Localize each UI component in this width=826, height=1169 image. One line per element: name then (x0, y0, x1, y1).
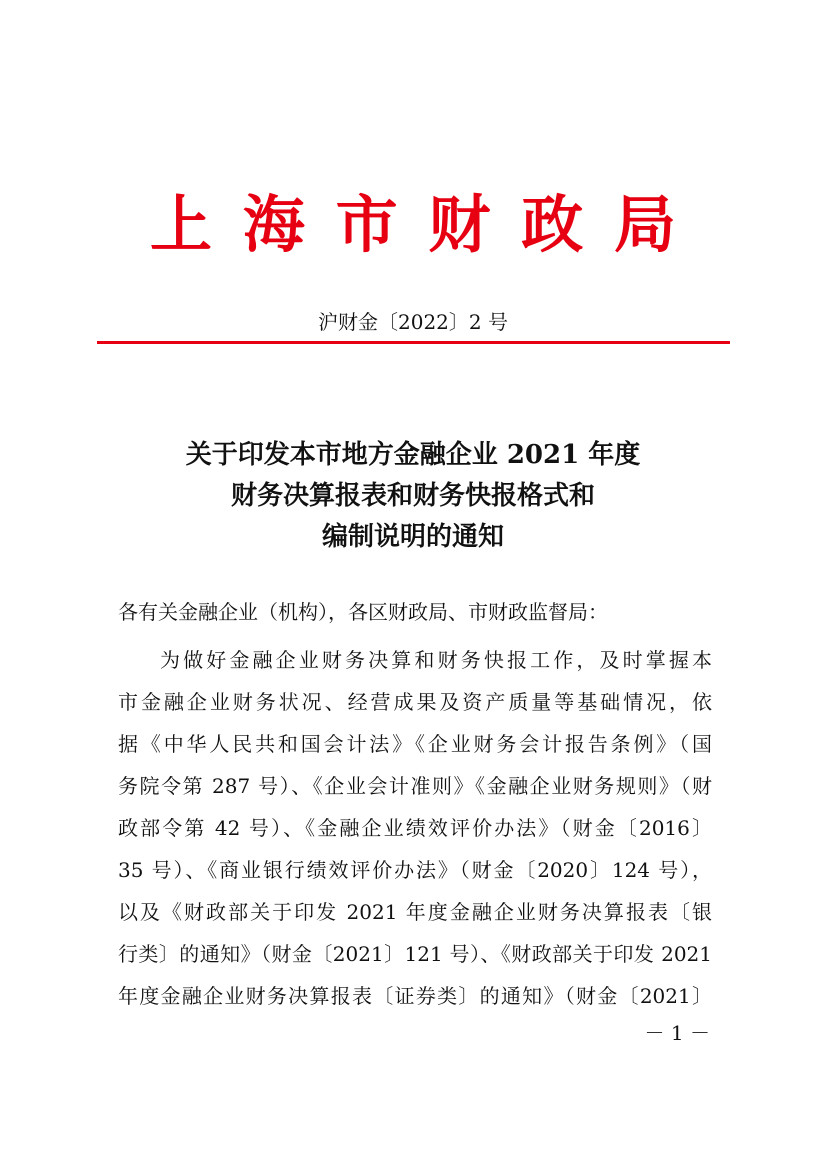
body-line: 务院令第 287 号）、《企业会计准则》《金融企业财务规则》（财 (118, 774, 712, 798)
document-title-line: 编制说明的通知 (321, 522, 504, 552)
issuing-organization-header (150, 188, 676, 262)
body-line: 年度金融企业财务决算报表〔证券类〕的通知》（财金〔2021〕 (118, 984, 712, 1008)
salutation: 各有关金融企业（机构），各区财政局、市财政监督局： (118, 600, 608, 624)
body-line: 据《中华人民共和国会计法》《企业财务会计报告条例》（国 (118, 732, 712, 756)
org-char: 海 (242, 188, 305, 261)
org-char: 财 (428, 188, 491, 261)
org-char: 上 (150, 188, 213, 261)
document-number: 沪财金〔2022〕2 号 (318, 310, 508, 334)
org-char: 市 (335, 188, 398, 261)
org-char: 局 (613, 188, 676, 261)
org-char: 政 (521, 188, 584, 261)
body-line: 行类〕的通知》（财金〔2021〕121 号）、《财政部关于印发 2021 (118, 942, 712, 966)
document-title-line: 关于印发本市地方金融企业 2021 年度 (185, 440, 641, 470)
body-line: 35 号）、《商业银行绩效评价办法》（财金〔2020〕124 号）， (118, 858, 712, 882)
body-line: 市金融企业财务状况、经营成果及资产质量等基础情况，依 (118, 690, 712, 714)
page-number: － 1 － (644, 1021, 710, 1045)
body-line: 政部令第 42 号）、《金融企业绩效评价办法》（财金〔2016〕 (118, 816, 712, 840)
body-line: 为做好金融企业财务决算和财务快报工作，及时掌握本 (160, 648, 712, 672)
body-line: 以及《财政部关于印发 2021 年度金融企业财务决算报表〔银 (118, 900, 712, 924)
document-title-line: 财务决算报表和财务快报格式和 (230, 481, 595, 511)
red-divider (97, 341, 730, 344)
